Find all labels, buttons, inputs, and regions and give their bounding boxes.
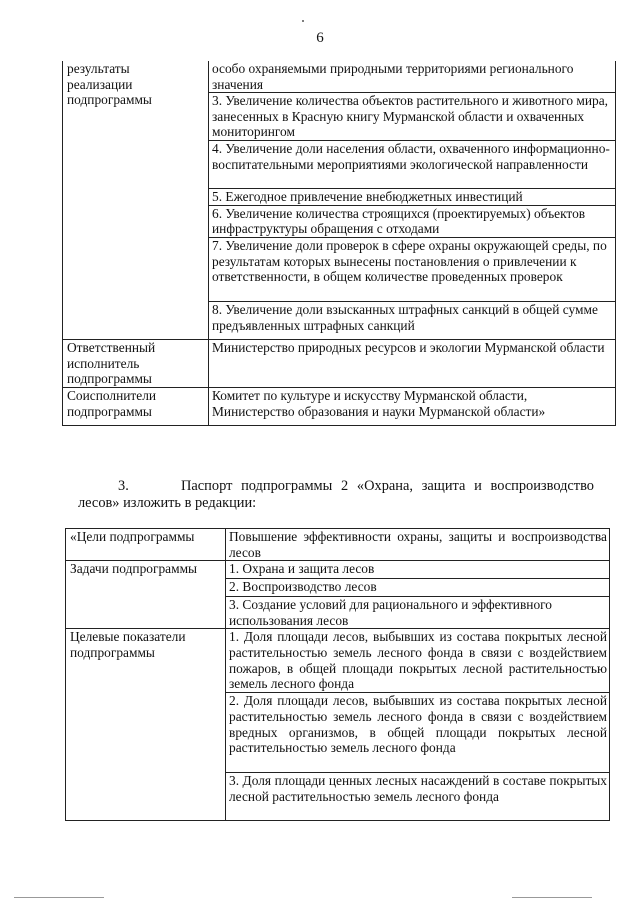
row-label-tasks: Задачи подпрограммы	[66, 561, 226, 629]
row-label-indicators: Целевые показатели подпрограммы	[66, 629, 226, 821]
paragraph-3-line-1: 3. Паспорт подпрограммы 2 «Охрана, защита и воспроизводство	[118, 478, 594, 494]
cell-task-2: 2. Воспроизводство лесов	[226, 579, 610, 597]
cell-indicator-5: 5. Ежегодное привлечение внебюджетных инвестиций	[209, 189, 616, 206]
cell-indicator-3: 3. Увеличение количества объектов растительного и животного мира, занесенных в Красную книгу Мурманской области и охваченных мониторингом	[209, 93, 616, 141]
table-row	[66, 529, 610, 561]
cell-coexecutors: Комитет по культуре и искусству Мурманской области, Министерство образования и науки Мурманской области»	[209, 387, 616, 425]
row-label-responsible: Ответственный исполнитель подпрограммы	[63, 339, 209, 387]
cell-indicator-3: 3. Доля площади ценных лесных насаждений в составе покрытых лесной растительностью земель лесного фонда	[226, 773, 610, 821]
paragraph-3-line-2: лесов» изложить в редакции:	[78, 495, 257, 511]
table-row	[63, 61, 616, 93]
table-row	[66, 629, 610, 693]
table-row	[66, 561, 610, 579]
cell-indicator-8: 8. Увеличение доли взысканных штрафных санкций в общей сумме предъявленных штрафных санкций	[209, 301, 616, 339]
cell-task-1: 1. Охрана и защита лесов	[226, 561, 610, 579]
scan-edge-line-left	[14, 897, 104, 898]
cell-indicator-2-cont: особо охраняемыми природными территориями регионального значения	[209, 61, 616, 93]
table-row	[63, 387, 616, 425]
table-row	[63, 339, 616, 387]
cell-indicator-1: 1. Доля площади лесов, выбывших из состава покрытых лесной растительностью земель лесного фонда в связи с воздействием пожаров, в общей площади покрытых лесной растительностью земель лесного фонда	[226, 629, 610, 693]
scan-dot	[302, 20, 304, 22]
cell-indicator-7: 7. Увеличение доли проверок в сфере охраны окружающей среды, по результатам которых вынесены постановления о привлечении к ответственности, в общем количестве проведенных проверок	[209, 237, 616, 301]
row-label-coexecutors: Соисполнители подпрограммы	[63, 387, 209, 425]
scan-edge-line-right	[512, 897, 592, 898]
cell-goals: Повышение эффективности охраны, защиты и воспроизводства лесов	[226, 529, 610, 561]
subprogram-1-passport-table	[62, 61, 616, 426]
row-label-goals: «Цели подпрограммы	[66, 529, 226, 561]
cell-indicator-2: 2. Доля площади лесов, выбывших из состава покрытых лесной растительностью земель лесного фонда в связи с воздействием вредных организмов, в общей площади покрытых лесной растительностью земель лесного фонда	[226, 693, 610, 773]
row-label-results: результаты реализации подпрограммы	[63, 61, 209, 339]
cell-indicator-6: 6. Увеличение количества строящихся (проектируемых) объектов инфраструктуры обращения с отходами	[209, 205, 616, 237]
cell-indicator-4: 4. Увеличение доли населения области, охваченного информационно-воспитательными мероприятиями экологической направленности	[209, 141, 616, 189]
page-number: 6	[316, 30, 324, 46]
cell-responsible: Министерство природных ресурсов и экологии Мурманской области	[209, 339, 616, 387]
subprogram-2-passport-table	[65, 528, 610, 821]
cell-task-3: 3. Создание условий для рационального и эффективного использования лесов	[226, 597, 610, 629]
